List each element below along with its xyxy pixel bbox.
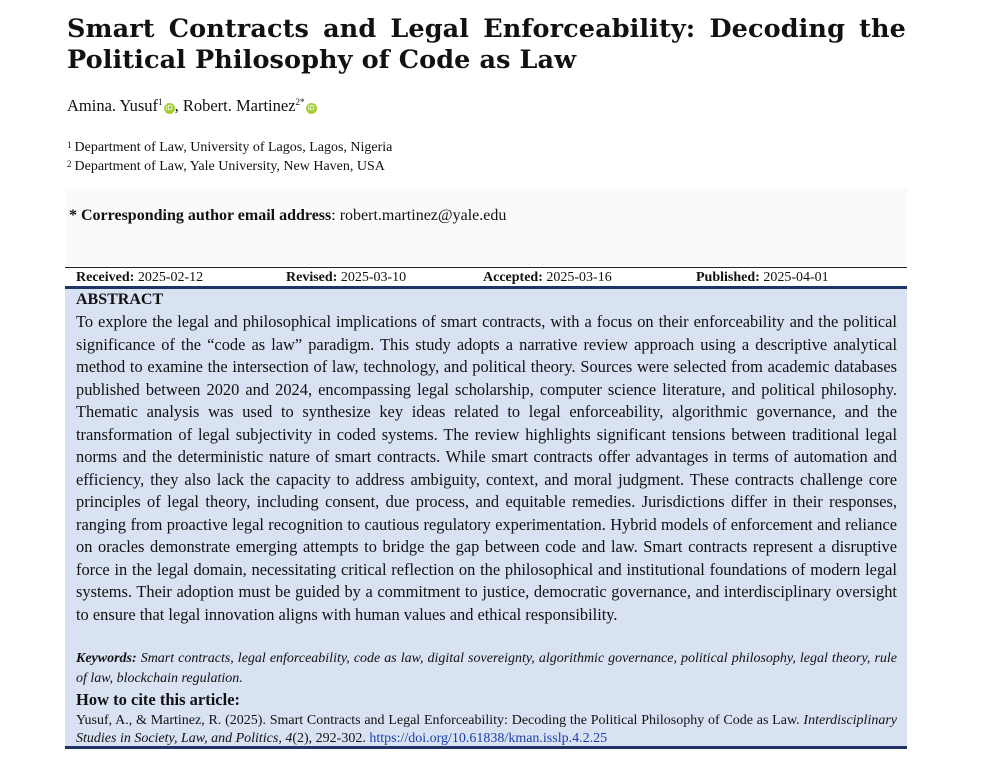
author-name: Amina. Yusuf [67,96,159,115]
keywords [76,649,897,689]
revised-date [286,269,406,286]
accepted-label: Accepted: [483,270,543,285]
orcid-icon[interactable]: iD [165,104,173,112]
orcid-icon[interactable]: iD [307,104,315,112]
affiliations [67,137,392,175]
author-affil-marker: 2* [295,97,305,107]
citation-heading: How to cite this article: [76,690,241,709]
affiliation-number: 2 [67,159,72,169]
affiliation-text: Department of Law, University of Lagos, Lagos, Nigeria [74,140,393,155]
keywords-label: Keywords: [76,651,137,666]
published-value: 2025-04-01 [763,270,829,285]
revised-label: Revised: [286,270,338,285]
received-date [76,269,203,286]
abstract-heading: ABSTRACT [76,291,164,308]
dates-divider [65,267,907,268]
author-name: Robert. Martinez [182,96,296,115]
revised-value: 2025-03-10 [340,270,407,285]
affiliation-item [67,156,392,175]
citation-text: Yusuf, A., & Martinez, R. (2025). Smart Contracts and Legal Enforceability: Decoding the Political Philosophy of Code as Law. [76,713,804,728]
author-list: Amina. Yusuf$^1$iD , Robert. Martinez$^{2*}$iD [67,96,315,115]
published-label: Published: [696,270,760,285]
received-label: Received: [76,270,135,285]
citation [76,712,897,747]
received-value: 2025-02-12 [137,270,204,285]
keywords-text: Smart contracts, legal enforceability, code as law, digital sovereignty, algorithmic governance, political philosophy, legal theory, rule of law, blockchain regulation. [76,651,897,686]
abstract-text: To explore the legal and philosophical implications of smart contracts, with a focus on their enforceability and the political significance of the “code as law” paradigm. This study adopts a narrative review approach using a descriptive analytical method to examine the intersection of law, technology, and political theory. Sources were selected from academic databases published between 2020 and 2024, encompassing legal scholarship, computer science literature, and political philosophy. Thematic analysis was used to synthesize key ideas related to legal enforceability, algorithmic governance, and the transformation of legal subjectivity in coded systems. The review highlights significant tensions between traditional legal norms and the deterministic nature of smart contracts. While smart contracts offer advantages in terms of automation and efficiency, they also lack the capacity to address ambiguity, context, and moral judgment. These contracts challenge core principles of legal theory, including consent, due process, and equitable remedies. Jurisdictions differ in their responses, ranging from proactive legal recognition to cautious regulatory experimentation. Hybrid models of enforcement and reliance on oracles demonstrate emerging attempts to bridge the gap between code and law. Smart contracts represent a disruptive force in the legal domain, necessitating critical reflection on the philosophical and institutional foundations of modern legal systems. Their adoption must be guided by a commitment to justice, democratic governance, and interdisciplinary oversight to ensure that legal innovation aligns with human values and ethical responsibility. [76,312,897,624]
doi-link[interactable]: https://doi.org/10.61838/kman.isslp.4.2.25 [369,730,608,746]
author-affil-marker: 1 [158,97,163,107]
corresponding-author-box [65,188,907,266]
affiliation-text: Department of Law, Yale University, New Haven, USA [74,159,385,174]
corresponding-email[interactable]: robert.martinez@yale.edu [339,207,507,224]
accepted-date [483,269,612,286]
citation-issue: (2), 292-302. [292,730,370,746]
article-title: Smart Contracts and Legal Enforceability: Decoding the Political Philosophy of Code as Law [67,14,906,75]
affiliation-item [67,137,392,156]
corresponding-author: * Corresponding author email address: robert.martinez@yale.edu [69,207,507,224]
accepted-value: 2025-03-16 [546,270,612,285]
corresponding-label: * Corresponding author email address [69,207,332,224]
published-date [696,269,829,286]
affiliation-number: 1 [67,140,72,150]
citation-journal: Interdisciplinary Studies in Society, Law, and Politics, 4 [76,713,897,746]
